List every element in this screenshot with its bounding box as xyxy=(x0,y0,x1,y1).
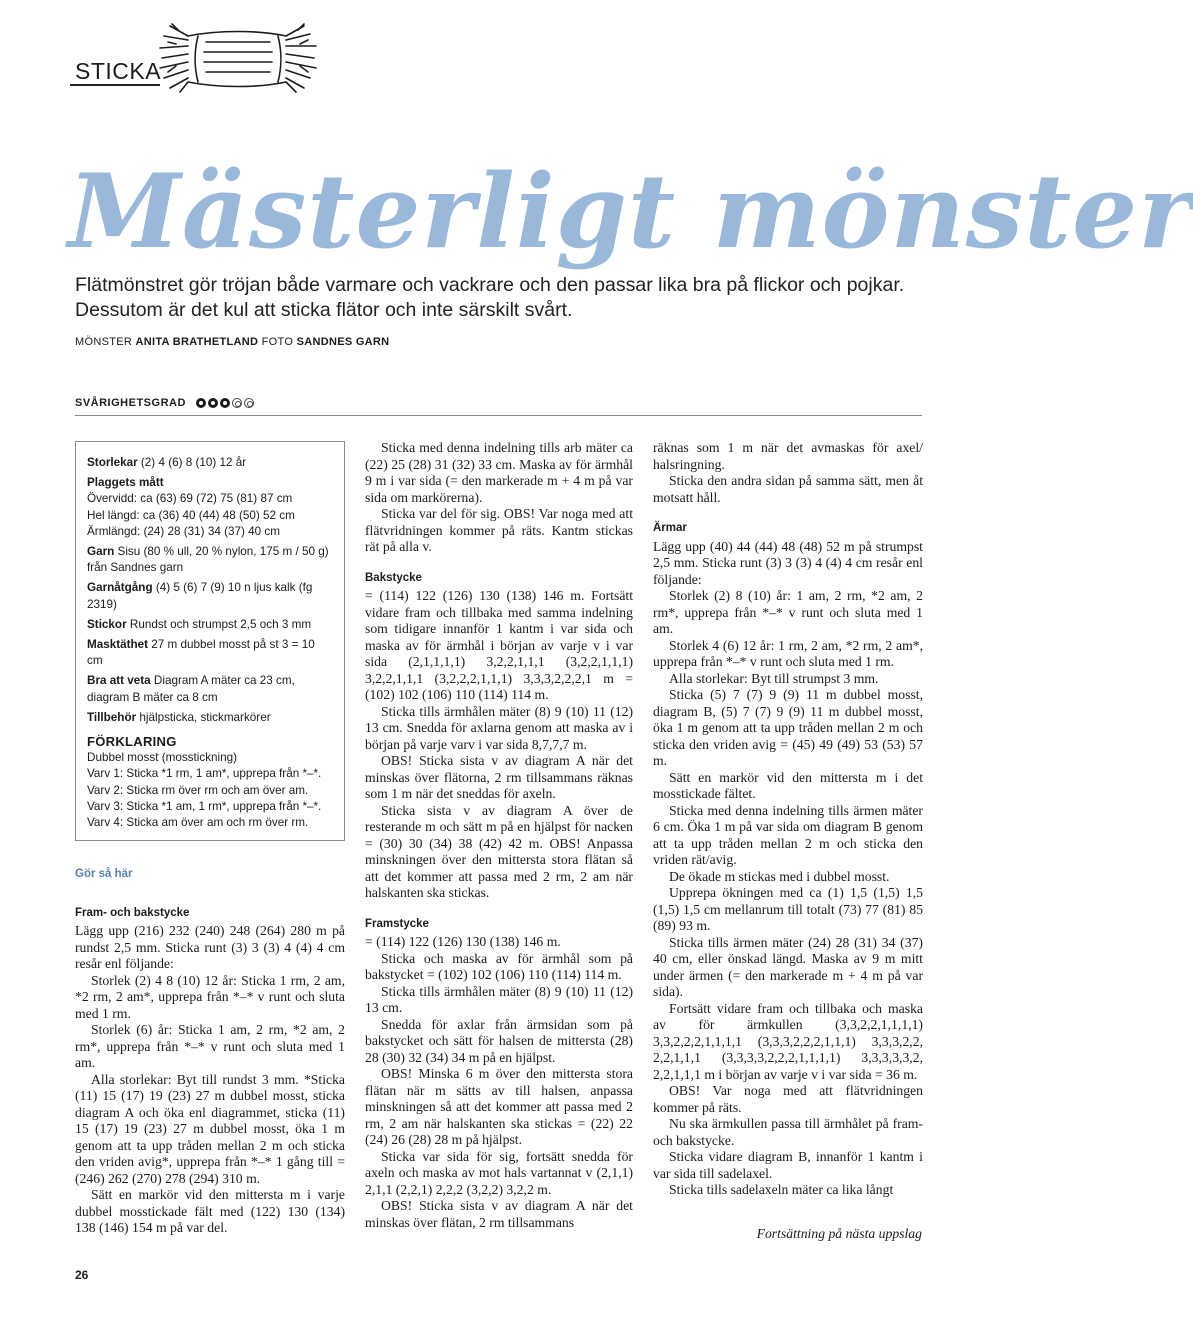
pattern-author: ANITA BRATHETLAND xyxy=(135,336,259,348)
paragraph: Sticka med denna indelning tills arb mäter ca (22) 25 (28) 31 (32) 33 cm. Maska av för ärmhål 9 m i var sida (= den markerade m + 4 m på var sida om markörerna). xyxy=(365,440,633,505)
paragraph: Storlek 4 (6) 12 år: 1 rm, 2 am, *2 rm, 2 am*, upprepa från *–* v runt och sluta med 1 rm. xyxy=(653,637,923,669)
info-box xyxy=(75,441,345,841)
paragraph: Lägg upp (40) 44 (44) 48 (48) 52 m på strumpst 2,5 mm. Sticka runt (3) 3 (3) 4 (4) 4 cm resår enl följande: xyxy=(653,538,923,587)
subheading-body: Fram- och bakstycke xyxy=(75,906,190,919)
paragraph: Upprepa ökningen med ca (1) 1,5 (1,5) 1,5 (1,5) 1,5 cm mellanrum till totalt (73) 77 (81) 85 (89) 93 m. xyxy=(653,885,923,933)
credits xyxy=(75,336,389,348)
paragraph: Snedda för axlar från ärmsidan som på bakstycket och sätt för halsen de mittersta (28) 28 (30) 32 (34) 34 m på en hjälpst. xyxy=(365,1016,633,1065)
subheading-front: Framstycke xyxy=(365,917,429,930)
paragraph: OBS! Sticka sista v av diagram A när det minskas över flätan, 2 rm tillsammans xyxy=(365,1198,633,1230)
explanation-title: FÖRKLARING xyxy=(87,734,177,750)
paragraph: Alla storlekar: Byt till strumpst 3 mm. xyxy=(669,670,879,686)
column-3 xyxy=(653,440,923,1199)
paragraph: räknas som 1 m när det avmaskas för axel/ halsringning. xyxy=(653,440,923,472)
paragraph: Sticka var sida för sig, fortsätt snedda för axeln och maska av mot hals vartannat v (2,1,1) 2,1,1 (2,2,1) 2,2,2 (3,2,2) 3,2,2 m. xyxy=(365,1148,633,1197)
paragraph: Sätt en markör vid den mittersta m i varje dubbel mosstickade fält med (122) 130 (134) 138 (146) 154 m på var del. xyxy=(75,1187,345,1235)
paragraph: Sticka vidare diagram B, innanför 1 kantm i var sida till sadelaxel. xyxy=(653,1149,923,1181)
paragraph: Storlek (2) 4 8 (10) 12 år: Sticka 1 rm, 2 am, *2 rm, 2 am*, upprepa från *–* v runt och sluta med 1 rm. xyxy=(75,972,345,1021)
info-yarn: Garn Sisu (80 % ull, 20 % nylon, 175 m / 50 g) från Sandnes garn xyxy=(87,545,329,575)
subheading-sleeves: Ärmar xyxy=(653,522,687,534)
difficulty-filled-icon xyxy=(196,398,206,408)
difficulty-filled-icon xyxy=(208,398,218,408)
info-sizes: Storlekar (2) 4 (6) 8 (10) 12 år xyxy=(87,456,247,469)
instructions-heading: Gör så här xyxy=(75,868,133,880)
difficulty xyxy=(75,397,254,409)
photo-credit: SANDNES GARN xyxy=(296,336,390,348)
info-measurements: Plaggets mått Övervidd: ca (63) 69 (72) 75 (81) 87 cm Hel längd: ca (36) 40 (44) 48 (50) 52 cm Ärmlängd: (24) 28 (31) 34 (37) 40 cm xyxy=(87,476,295,538)
pattern-label: MÖNSTER xyxy=(75,336,133,348)
yarn-skein-icon xyxy=(158,22,320,94)
paragraph: Storlek (2) 8 (10) år: 1 am, 2 rm, *2 am, 2 rm*, upprepa från *–* v runt och sluta med 1 am. xyxy=(653,588,923,636)
difficulty-rating xyxy=(196,398,254,408)
column-1 xyxy=(75,866,345,1237)
paragraph: Lägg upp (216) 232 (240) 248 (264) 280 m på rundst 2,5 mm. Sticka runt (3) 3 (3) 4 (4) 4 cm resår enl följande: xyxy=(75,923,345,971)
photo-label: FOTO xyxy=(261,336,294,348)
paragraph: Sticka tills ärmhålen mäter (8) 9 (10) 11 (12) 13 cm. xyxy=(365,983,633,1015)
paragraph: Sticka tills ärmen mäter (24) 28 (31) 34 (37) 40 cm, eller önskad längd. Maska av 9 m mitt under ärmen (= den markerade m + 4 m på var sida). xyxy=(653,934,923,999)
paragraph: = (114) 122 (126) 130 (138) 146 m. Fortsätt vidare fram och tillbaka med samma indelning som tidigare innanför 1 kantm i var sida och maska av för ärmhål i början av varje v i var sida (2,1,1,1,1) 3,2,2,1,1,1 (3,2,2,1,1,1) 3,2,2,1,1,1 (3,2,2,2,1,1,1) 3,3,3,2,2,2,1 m = (102) 102 (106) 110 (114) 114 m. xyxy=(365,588,633,702)
info-good-to-know: Bra att veta Diagram A mäter ca 23 cm, diagram B mäter ca 8 cm xyxy=(87,674,295,704)
lead-paragraph: Flätmönstret gör tröjan både varmare och vackrare och den passar lika bra på flickor och pojkar. Dessutom är det kul att sticka flätor och inte särskilt svårt. xyxy=(75,274,905,321)
paragraph: Sticka med denna indelning tills ärmen mäter 6 cm. Öka 1 m på var sida om diagram B genom att ta upp tråden mellan 2 m och sticka den vriden rät/avig. xyxy=(653,802,923,867)
column-2 xyxy=(365,440,633,1231)
info-yarn-amount: Garnåtgång (4) 5 (6) 7 (9) 10 n ljus kalk (fg 2319) xyxy=(87,581,313,611)
section-label: STICKA xyxy=(75,58,162,84)
paragraph: Sticka den andra sidan på samma sätt, men åt motsatt håll. xyxy=(653,473,923,505)
paragraph: = (114) 122 (126) 130 (138) 146 m. xyxy=(365,934,561,949)
paragraph: Sticka och maska av för ärmhål som på bakstycket = (102) 102 (106) 110 (114) 114 m. xyxy=(365,950,633,982)
paragraph: Sticka tills ärmhålen mäter (8) 9 (10) 11 (12) 13 cm. Snedda för axlarna genom att maska av i början på varje varv i var sida 8,7,7,7 m. xyxy=(365,703,633,752)
explanation-text: Dubbel mosst (mosstickning) Varv 1: Sticka *1 rm, 1 am*, upprepa från *–*. Varv 2: Sticka rm över rm och am över am. Varv 3: Sticka *1 am, 1 rm*, upprepa från *–*. Varv 4: Sticka am över am och rm över rm. xyxy=(87,751,322,830)
difficulty-label: SVÅRIGHETSGRAD xyxy=(75,397,186,409)
page-number: 26 xyxy=(75,1268,89,1282)
difficulty-empty-icon xyxy=(244,398,254,408)
difficulty-empty-icon xyxy=(232,398,242,408)
paragraph: De ökade m stickas med i dubbel mosst. xyxy=(669,868,890,884)
paragraph: Alla storlekar: Byt till rundst 3 mm. *Sticka (11) 15 (17) 19 (23) 27 m dubbel mosst, sticka diagram A och öka enl diagrammet, sticka (11) 15 (17) 19 (23) 27 m dubbel mosst, öka 1 m genom att ta upp tråden mellan 2 m och sticka den vriden avig*, upprepa från *–* 1 gång till = (246) 262 (270) 278 (294) 310 m. xyxy=(75,1071,345,1186)
info-needles: Stickor Rundst och strumpst 2,5 och 3 mm xyxy=(87,617,312,631)
divider xyxy=(75,415,922,416)
paragraph: OBS! Sticka sista v av diagram A när det minskas över flätorna, 2 rm tillsammans räknas som 1 m när det sneddas för axeln. xyxy=(365,753,633,801)
paragraph: Fortsätt vidare fram och tillbaka och maska av för ärmkullen (3,3,2,2,1,1,1,1) 3,3,2,2,2,1,1,1,1 (3,3,3,2,2,2,1,1,1) 3,3,3,2,2, 2,2,1,1,1 (3,3,3,3,2,2,2,1,1,1,1) 3,3,3,3,3,2, 2,2,1,1,1 m i början av varje v i var sida = 36 m. xyxy=(653,1000,923,1082)
paragraph: OBS! Var noga med att flätvridningen kommer på räts. xyxy=(653,1083,923,1115)
info-gauge: Masktäthet 27 m dubbel mosst på st 3 = 10 cm xyxy=(87,638,315,668)
difficulty-filled-icon xyxy=(220,398,230,408)
paragraph: Sticka sista v av diagram A över de resterande m och sätt m på en hjälpst för nacken = (30) 30 (34) 38 (42) 42 m. OBS! Anpassa minskningen över den mittersta stora flätan så att det kommer att passa med 2 rm, 2 am när halskanten ska stickas. xyxy=(365,802,633,900)
paragraph: OBS! Minska 6 m över den mittersta stora flätan när m sätts av till halsen, anpassa minskningen så att det kommer att passa med 2 rm, 2 am när halskanten ska stickas = (22) 22 (24) 26 (28) 28 m på hjälpst. xyxy=(365,1066,633,1147)
page-title: Mästerligt mönster xyxy=(68,152,1193,272)
paragraph: Nu ska ärmkullen passa till ärmhålet på fram- och bakstycke. xyxy=(653,1116,923,1148)
paragraph: Storlek (6) år: Sticka 1 am, 2 rm, *2 am, 2 rm*, upprepa från *–* v runt och sluta med 1 am. xyxy=(75,1022,345,1070)
continued-note: Fortsättning på nästa uppslag xyxy=(756,1226,922,1241)
paragraph: Sticka var del för sig. OBS! Var noga med att flätvridningen kommer på räts. Kantm stickas rät på alla v. xyxy=(365,506,633,554)
section-underline xyxy=(70,84,160,86)
paragraph: Sätt en markör vid den mittersta m i det mosstickade fältet. xyxy=(653,769,923,801)
subheading-back: Bakstycke xyxy=(365,571,422,584)
info-accessories: Tillbehör hjälpsticka, stickmarkörer xyxy=(87,710,271,724)
paragraph: Sticka tills sadelaxeln mäter ca lika långt xyxy=(669,1182,894,1197)
paragraph: Sticka (5) 7 (7) 9 (9) 11 m dubbel mosst, diagram B, (5) 7 (7) 9 (9) 11 m dubbel mosst, öka 1 m genom att ta upp tråden mellan 2 m och sticka den vriden avig = (45) 49 (49) 53 (53) 57 m. xyxy=(653,687,923,768)
